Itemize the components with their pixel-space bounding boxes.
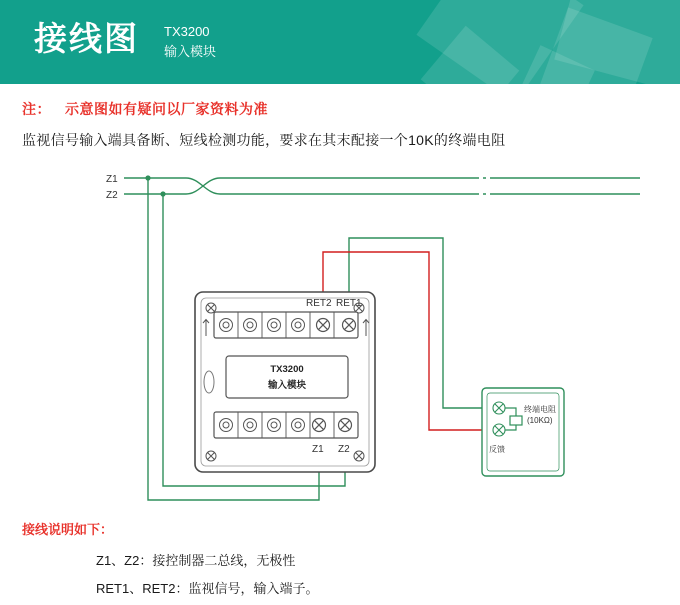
page-title: 接线图 [34,20,139,57]
module-tx3200 [195,292,375,472]
module-nameplate [226,356,348,398]
eol-terminal [493,402,505,414]
note-warning-text: 示意图如有疑问以厂家资料为准 [65,101,268,117]
eol-feedback-label: 反馈 [489,445,505,454]
legend-title: 接线说明如下： [22,522,114,537]
module-corner-screw [206,303,216,313]
module-type: 输入模块 [267,380,307,391]
module-indicator-led [204,371,214,393]
bus-continuation-dots [476,178,492,194]
terminal-label-ret2: RET2 [306,298,332,309]
terminal-label-ret1: RET1 [336,298,362,309]
legend-item-ret: RET1、RET2：监视信号，输入端子。 [96,581,319,596]
note-row [22,99,268,119]
header-subtitle [164,22,216,62]
page-header [0,0,680,84]
header-subtitle-type: 输入模块 [164,44,217,59]
eol-terminal [493,424,505,436]
module-name: TX3200 [270,364,304,375]
header-subtitle-model: TX3200 [164,24,210,39]
legend-item-bus: Z1、Z2：接控制器二总线，无极性 [96,553,296,568]
bus-label-z2: Z2 [106,190,118,201]
terminal-label-z2: Z2 [338,444,350,455]
note-label: 注： [22,101,51,117]
module-corner-screw [354,451,364,461]
bus-wires [124,178,640,194]
wiring-diagram [0,160,680,510]
note-description: 监视信号输入端具备断、短线检测功能，要求在其末配接一个10K的终端电阻 [22,132,506,148]
eol-resistor-value: (10KΩ) [527,416,553,425]
eol-resistor-unit [482,388,564,476]
module-corner-screw [206,451,216,461]
bus-label-z1: Z1 [106,174,118,185]
eol-resistor-label: 终端电阻 [524,405,556,414]
terminal-label-z1: Z1 [312,444,324,455]
